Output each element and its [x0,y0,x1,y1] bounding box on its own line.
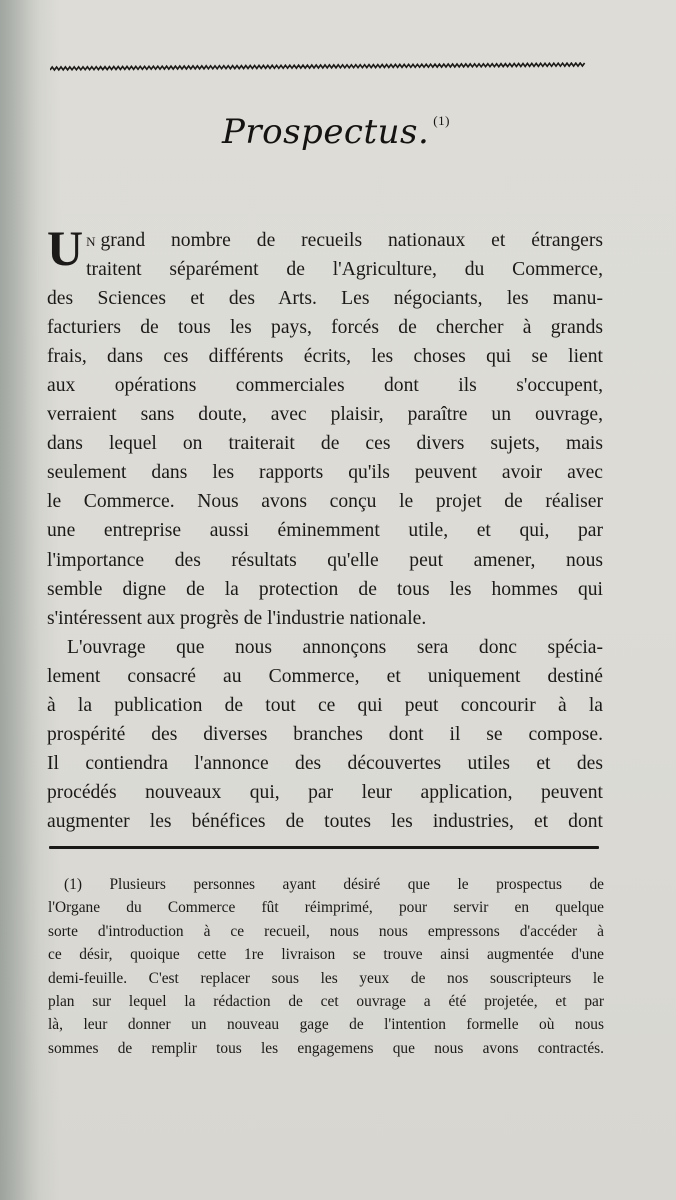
text-line: frais, dans ces différents écrits, les choses qui se lient [47,346,603,368]
text-line: s'intéressent aux progrès de l'industrie nationale. [47,607,427,629]
drop-cap: U [47,220,84,276]
text-line: seulement dans les rapports qu'ils peuvent avoir avec [47,462,603,484]
text-line: à la publication de tout ce qui peut concourir à la [47,694,603,716]
text-line: l'importance des résultats qu'elle peut amener, nous [47,549,603,571]
text-line: le Commerce. Nous avons conçu le projet de réaliser [47,491,603,513]
footnote-line: sorte d'introduction à ce recueil, nous nous empressons d'accéder à [48,922,604,940]
text-line: Il contiendra l'annonce des découvertes utiles et des [47,752,603,774]
text-line: semble digne de la protection de tous les hommes qui [47,578,603,600]
footnote-line: là, leur donner un nouveau gage de l'intention formelle où nous [48,1016,604,1034]
binding-shadow [0,0,40,1200]
text-line: verraient sans doute, avec plaisir, paraître un ouvrage, [47,404,603,426]
title-text: Prospectus. [222,112,430,152]
text-line: prospérité des diverses branches dont il se compose. [47,723,603,745]
text-line: facturiers de tous les pays, forcés de chercher à grands [47,317,603,339]
footnote-separator-rule [49,846,599,849]
footnote-line: demi-feuille. C'est replacer sous les yeux de nos souscripteurs le [48,969,604,987]
text-line: procédés nouveaux qui, par leur application, peuvent [47,781,603,803]
text-line: traitent séparément de l'Agriculture, du Commerce, [86,259,603,281]
title-footnote-marker: (1) [433,113,450,128]
paragraph-2 [47,633,603,836]
footnote-line: plan sur lequel la rédaction de cet ouvrage a été projetée, et par [48,992,604,1010]
page-title [222,112,450,152]
text-line: une entreprise aussi éminemment utile, et qui, par [47,520,603,542]
text-line: des Sciences et des Arts. Les négociants, les manu- [47,288,603,310]
footnote-line: sommes de remplir tous les engagemens que nous avons contractés. [48,1039,604,1057]
footnote-line: ce désir, quoique cette 1re livraison se trouve ainsi augmentée d'une [48,946,604,964]
main-text [47,220,603,836]
text-line: L'ouvrage que nous annonçons sera donc spécia- [67,636,603,658]
text-line: lement consacré au Commerce, et uniquement destiné [47,665,603,687]
text-line: dans lequel on traiterait de ces divers sujets, mais [47,433,603,455]
text-line: augmenter les bénéfices de toutes les industries, et dont [47,810,603,832]
ornamental-wavy-rule [50,62,586,72]
footnote [48,873,604,1060]
footnote-line: l'Organe du Commerce fût réimprimé, pour servir en quelque [48,899,604,917]
text-line: aux opérations commerciales dont ils s'occupent, [47,375,603,397]
footnote-line: (1) Plusieurs personnes ayant désiré que le prospectus de [64,876,604,893]
text-line: N grand nombre de recueils nationaux et étrangers [86,230,603,251]
small-cap: N [86,234,96,249]
paragraph-1 [47,220,603,633]
